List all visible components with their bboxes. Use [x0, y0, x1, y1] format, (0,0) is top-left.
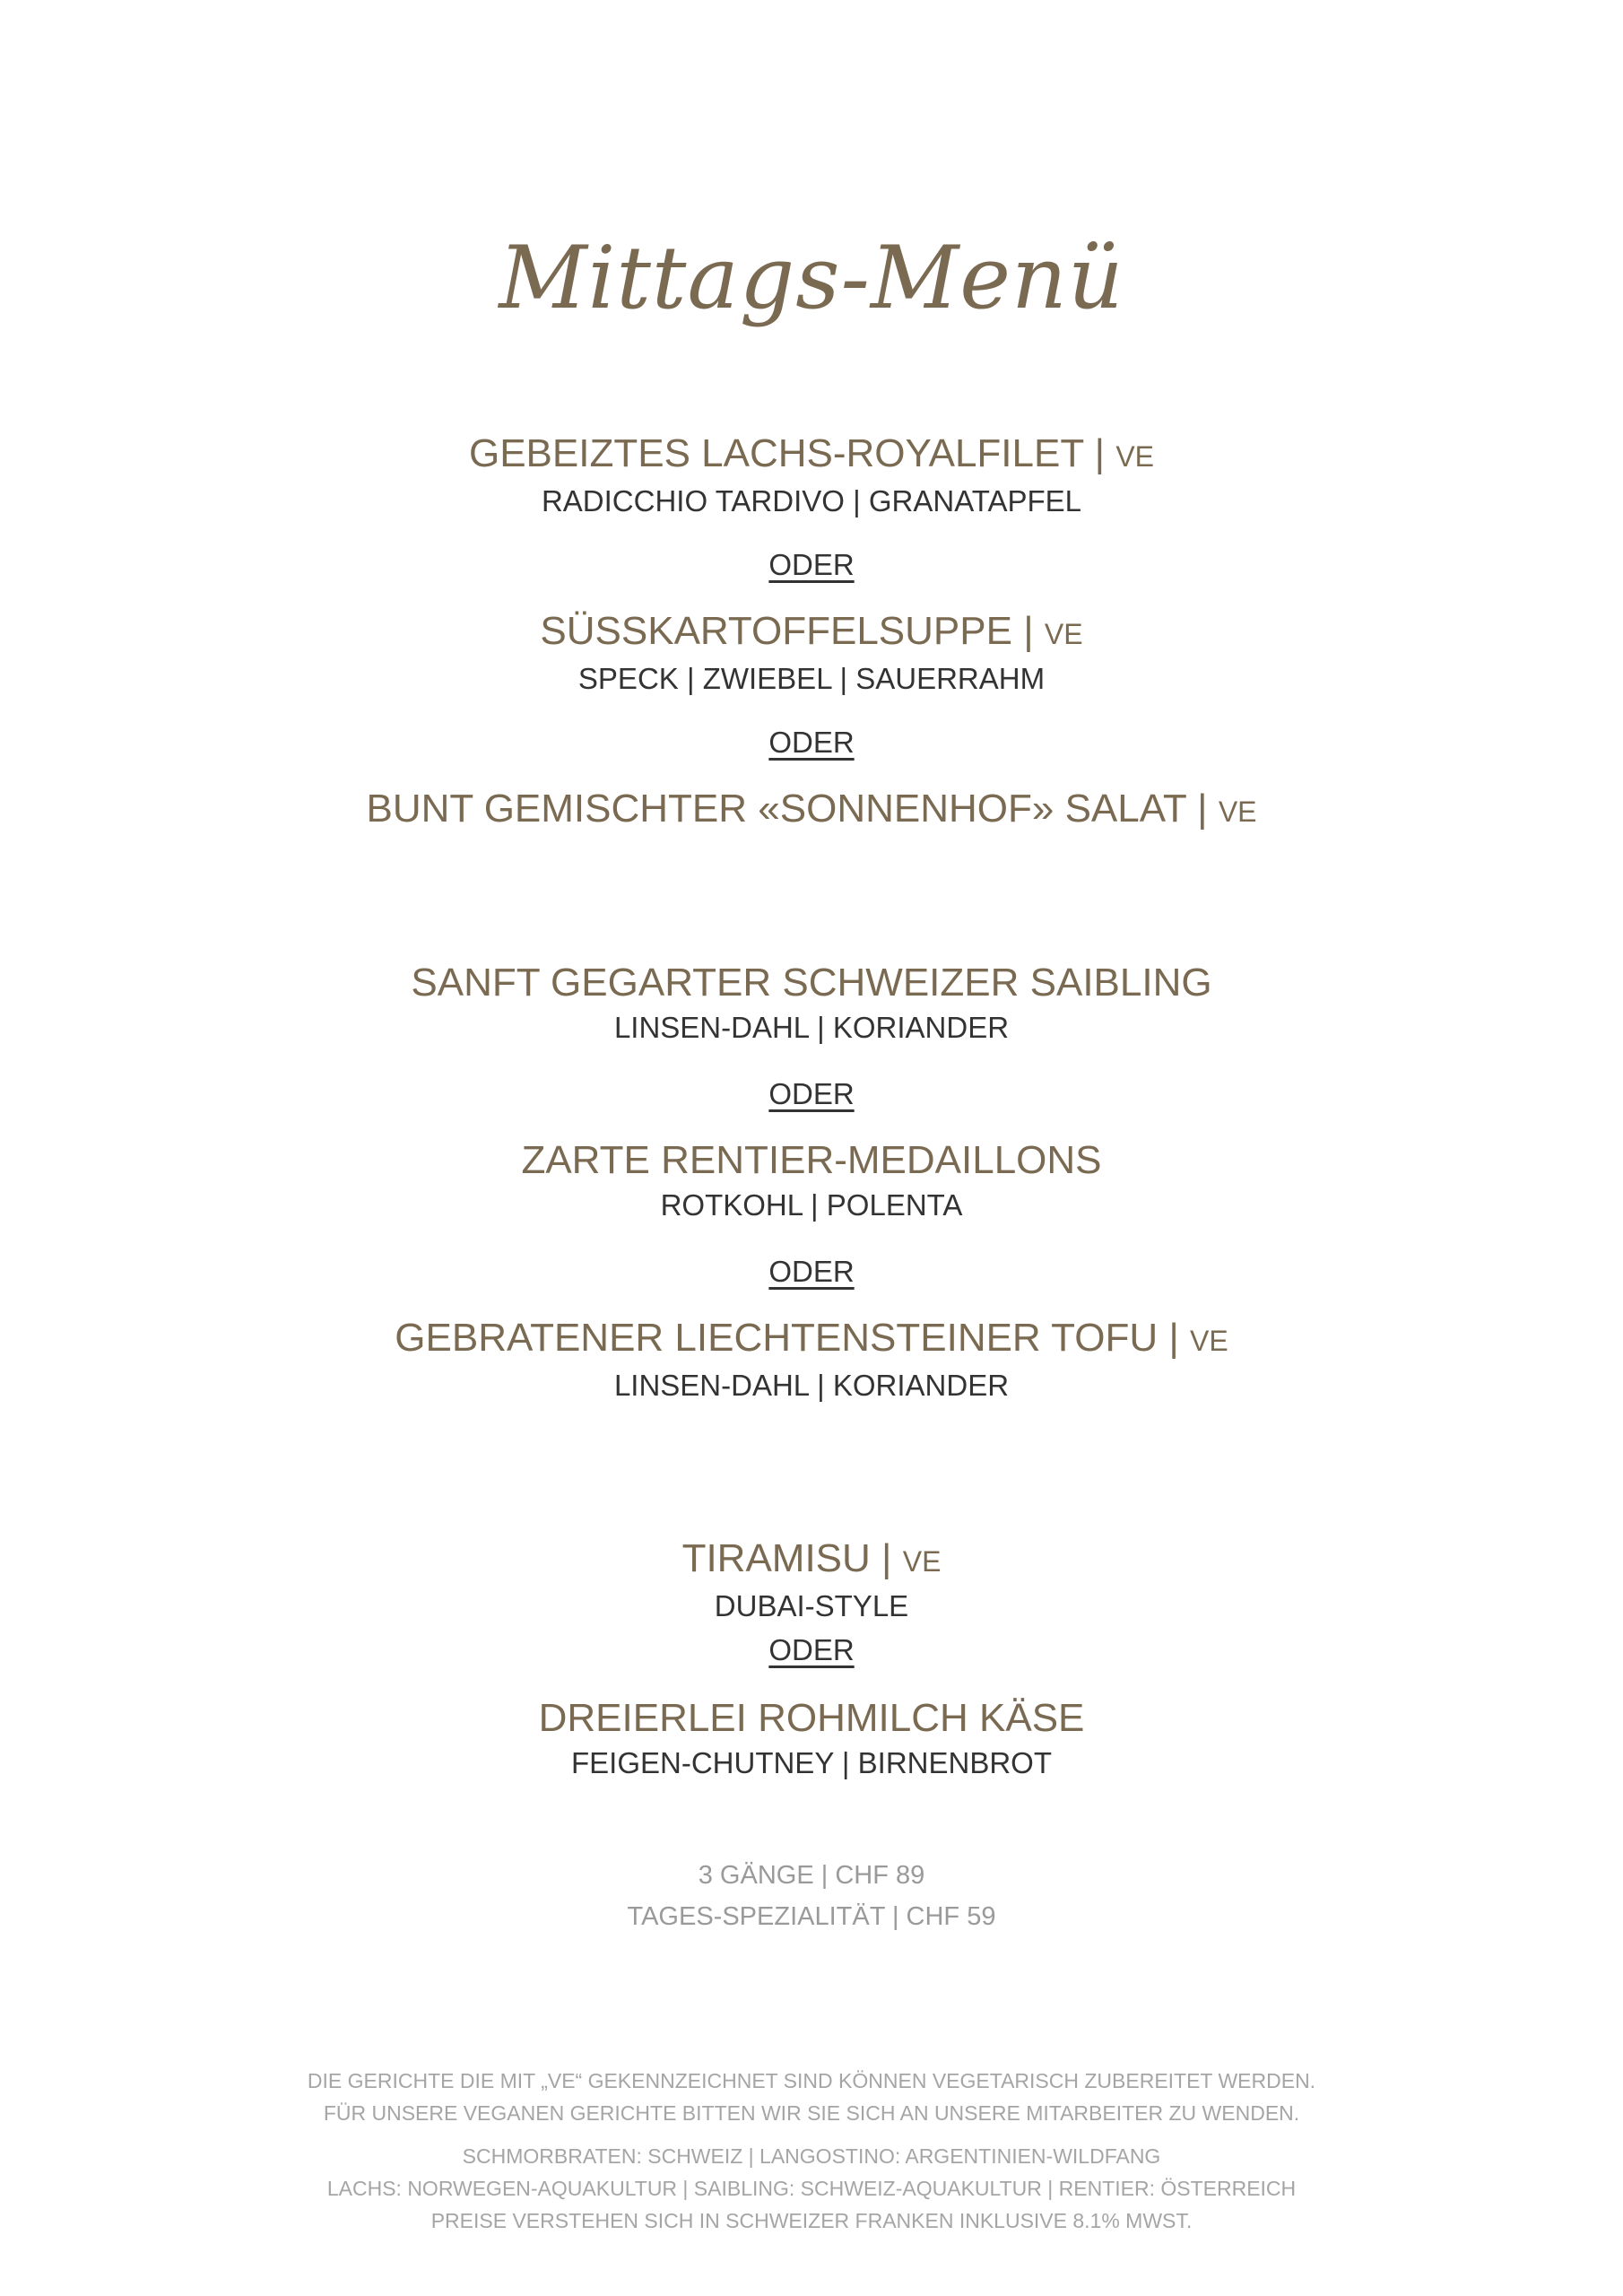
- dessert-dish-2: [0, 1693, 1623, 1783]
- main-dish-2: [0, 1135, 1623, 1225]
- dish-name: [0, 784, 1623, 837]
- ve-note-line: FÜR UNSERE VEGANEN GERICHTE BITTEN WIR SIE SICH AN UNSERE MITARBEITER ZU WENDEN.: [323, 2101, 1300, 2125]
- ve-tag: VE: [1044, 618, 1083, 650]
- dish-description: SPECK | ZWIEBEL | SAUERRAHM: [577, 662, 1046, 695]
- dish-description: DUBAI-STYLE: [714, 1589, 909, 1622]
- dish-title: DREIERLEI ROHMILCH KÄSE: [538, 1696, 1085, 1740]
- starter-dish-2: [0, 606, 1623, 699]
- starter-dish-1: [0, 429, 1623, 521]
- oder-divider: [0, 1631, 1623, 1670]
- oder-label: ODER: [768, 548, 855, 581]
- oder-divider: [0, 1252, 1623, 1292]
- dish-name: [0, 1534, 1623, 1587]
- dish-description: LINSEN-DAHL | KORIANDER: [613, 1369, 1010, 1402]
- separator: |: [1023, 609, 1034, 653]
- oder-label: ODER: [768, 1077, 855, 1110]
- dish-name: [0, 1135, 1623, 1186]
- separator: |: [1197, 787, 1208, 831]
- dish-name: [0, 1313, 1623, 1366]
- oder-divider: [0, 545, 1623, 585]
- separator: |: [1168, 1316, 1179, 1360]
- ve-tag: VE: [1115, 440, 1155, 473]
- ve-tag: VE: [1190, 1325, 1228, 1357]
- menu-title: Mittags-Menü: [499, 228, 1124, 328]
- dish-title: GEBRATENER LIECHTENSTEINER TOFU: [395, 1316, 1159, 1360]
- separator: |: [881, 1536, 892, 1580]
- ve-tag: VE: [902, 1545, 942, 1578]
- ve-note-line: DIE GERICHTE DIE MIT „VE“ GEKENNZEICHNET SIND KÖNNEN VEGETARISCH ZUBEREITET WERDEN.: [307, 2069, 1316, 2092]
- dish-title: BUNT GEMISCHTER «SONNENHOF» SALAT: [366, 787, 1186, 831]
- ve-notes: [0, 2065, 1623, 2129]
- oder-divider: [0, 1074, 1623, 1114]
- dish-description: RADICCHIO TARDIVO | GRANATAPFEL: [541, 484, 1082, 517]
- price-daily-special: TAGES-SPEZIALITÄT | CHF 59: [627, 1902, 996, 1931]
- dish-title: TIRAMISU: [681, 1536, 871, 1580]
- dish-title: SÜSSKARTOFFELSUPPE: [540, 609, 1012, 653]
- oder-label: ODER: [768, 1633, 855, 1666]
- price-block: [0, 1855, 1623, 1937]
- dish-name: [0, 429, 1623, 482]
- dish-name: [0, 1693, 1623, 1744]
- dish-description: ROTKOHL | POLENTA: [660, 1188, 963, 1222]
- price-note-line: PREISE VERSTEHEN SICH IN SCHWEIZER FRANKEN INKLUSIVE 8.1% MWST.: [430, 2209, 1193, 2232]
- origin-note-line: SCHMORBRATEN: SCHWEIZ | LANGOSTINO: ARGENTINIEN-WILDFANG: [462, 2144, 1161, 2168]
- dessert-dish-1: [0, 1534, 1623, 1626]
- main-dish-1: [0, 958, 1623, 1048]
- oder-label: ODER: [768, 726, 855, 759]
- separator: |: [1094, 431, 1106, 475]
- origin-note-line: LACHS: NORWEGEN-AQUAKULTUR | SAIBLING: SCHWEIZ-AQUAKULTUR | RENTIER: ÖSTERREICH: [326, 2177, 1297, 2200]
- oder-divider: [0, 723, 1623, 762]
- oder-label: ODER: [768, 1255, 855, 1288]
- dish-title: ZARTE RENTIER-MEDAILLONS: [521, 1138, 1102, 1182]
- dish-title: GEBEIZTES LACHS-ROYALFILET: [468, 431, 1084, 475]
- price-three-courses: 3 GÄNGE | CHF 89: [698, 1861, 925, 1890]
- dish-description: FEIGEN-CHUTNEY | BIRNENBROT: [570, 1746, 1052, 1779]
- starter-dish-3: [0, 784, 1623, 837]
- main-dish-3: [0, 1313, 1623, 1405]
- dish-name: [0, 606, 1623, 659]
- dish-name: [0, 958, 1623, 1008]
- ve-tag: VE: [1218, 796, 1257, 828]
- dish-title: SANFT GEGARTER SCHWEIZER SAIBLING: [411, 961, 1212, 1004]
- dish-description: LINSEN-DAHL | KORIANDER: [613, 1011, 1010, 1044]
- origin-notes: [0, 2140, 1623, 2237]
